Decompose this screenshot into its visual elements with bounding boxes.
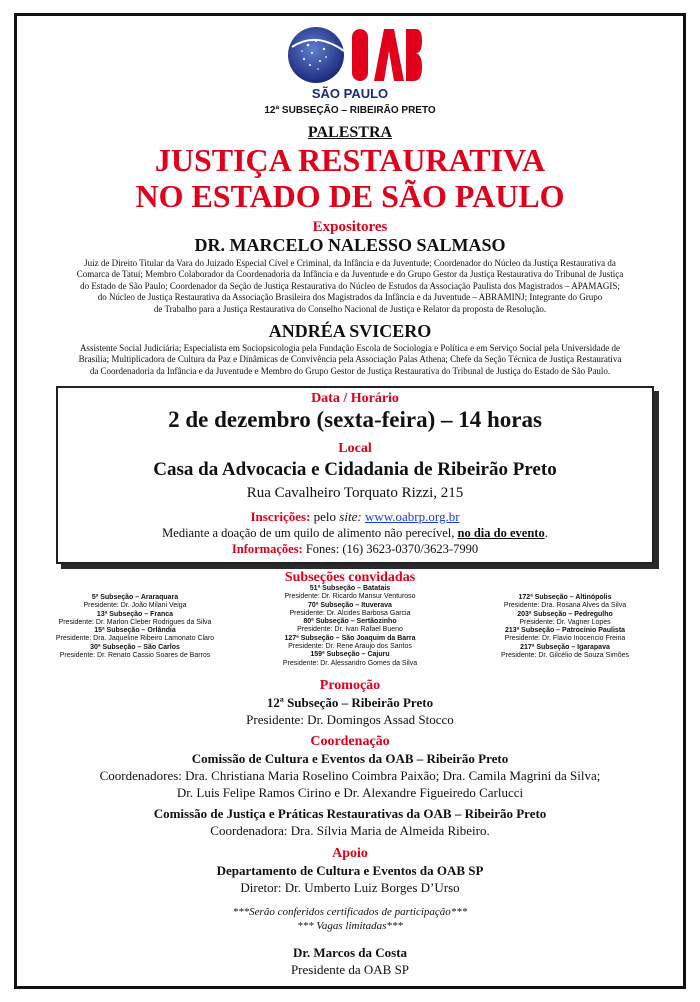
speaker1-bio-line: do Núcleo de Justiça Restaurativa da Associação Brasileira dos Magistrados da Infância e da Juventude – ABRAMINJ; Integrante do Grupo: [97, 292, 603, 303]
subsecao-name: 70ª Subseção – Ituverava: [308, 601, 392, 609]
date-value: 2 de dezembro (sexta-feira) – 14 horas: [168, 407, 542, 432]
speaker1-bio-line: Juiz de Direito Titular da Vara do Juizado Especial Cível e Criminal, da Infância e da Juventude; Coordenador do Núcleo da Justiça Restaurativa da: [84, 258, 616, 268]
logo-state-label: SÃO PAULO: [311, 86, 389, 101]
coordenacao-coord1-line2: Dr. Luis Felipe Ramos Cirino e Dr. Alexandre Figueiredo Carlucci: [176, 785, 524, 800]
subsecao-name: 213ª Subseção – Patrocínio Paulista: [504, 627, 626, 635]
subsecao-president: Presidente: Dr. Alessandro Gomes da Silva: [282, 659, 418, 667]
subsecao-president: Presidente: Dr. Renato Cassio Soares de Barros: [59, 652, 211, 660]
subsecao-president: Presidente: Dr. João Milani Veiga: [83, 602, 187, 610]
subsecoes-right-column: [470, 594, 660, 660]
subsecao-president: Presidente: Dra. Rosana Alves da Silva: [503, 602, 627, 610]
subsecao-president: Presidente: Dr. Rene Araujo dos Santos: [288, 643, 412, 651]
coordenacao-coord2: Coordenadora: Dra. Sílvia Maria de Almeida Ribeiro.: [210, 823, 490, 838]
subsecao-header: 12ª SUBSEÇÃO – RIBEIRÃO PRETO: [264, 105, 436, 116]
president-name: Dr. Marcos da Costa: [292, 945, 408, 960]
subsecoes-label: Subseções convidadas: [284, 570, 416, 585]
speaker1-bio-line: Comarca de Tatuí; Membro Colaborador da Coordenadoria da Infância e da Juventude e do Grupo Gestor da Justiça Restaurativa do Tribunal de Justiça: [76, 269, 624, 280]
subsecao-president: Presidente: Dr. Alcides Barbosa Garcia: [289, 609, 411, 617]
subsecao-name: 127ª Subseção – São Joaquim da Barra: [284, 634, 416, 642]
palestra-label: PALESTRA: [307, 124, 393, 141]
donation-line: [58, 526, 652, 541]
speaker1-bio: [30, 258, 670, 315]
donation-end: .: [544, 526, 548, 540]
subsecao-name: 13ª Subseção – Franca: [96, 610, 174, 618]
president-title: Presidente da OAB SP: [290, 962, 410, 977]
info-label: Informações:: [231, 542, 303, 556]
title-line1: JUSTIÇA RESTAURATIVA: [154, 142, 546, 178]
apoio-label: Apoio: [332, 846, 368, 861]
subsecao-president: Presidente: Dra. Jaqueline Ribeiro Lamonato Claro: [55, 635, 215, 643]
apoio-org: Departamento de Cultura e Eventos da OAB SP: [216, 863, 484, 878]
promocao-label: Promoção: [319, 678, 381, 693]
subsecoes-left-column: [40, 594, 230, 660]
subsecao-name: 15ª Subseção – Orlândia: [94, 627, 176, 635]
note-certificates: ***Serão conferidos certificados de participação***: [232, 906, 468, 918]
inscricoes-site-word: site:: [339, 509, 362, 524]
subsecao-name: 30ª Subseção – São Carlos: [90, 643, 180, 651]
date-label: Data / Horário: [311, 391, 399, 406]
inscricoes-pre: pelo: [310, 509, 340, 524]
info-phones: Fones: (16) 3623-0370/3623-7990: [302, 542, 479, 556]
info-line: [58, 542, 652, 557]
coordenacao-org2: Comissão de Justiça e Práticas Restaurativas da OAB – Ribeirão Preto: [153, 806, 547, 821]
subsecao-president: Presidente: Dr. Flavio Inocencio Freiria: [504, 635, 626, 643]
inscricoes-line: [58, 509, 652, 525]
speaker1-bio-line: de Trabalho para a Justiça Restaurativa do Conselho Nacional de Justiça e Relator da proposta de Resolução.: [153, 303, 547, 314]
speaker2-bio-line: Brasília; Multiplicadora de Cultura da Paz e Dinâmicas de Convivência pela Associação Palas Athena; Chefe da Seção Técnica de Justiça Restaurativa: [78, 354, 622, 365]
subsecao-name: 203ª Subseção – Pedregulho: [517, 610, 613, 618]
subsecao-president: Presidente: Dr. Ricardo Mansur Venturoso: [284, 593, 416, 601]
speaker2-bio-line: Assistente Social Judiciária; Especialista em Sociopsicologia pela Fundação Escola de Sociologia e Política e em Serviço Social pela Universidade de: [79, 343, 621, 353]
inscricoes-link[interactable]: www.oabrp.org.br: [364, 509, 460, 524]
subsecao-name: 51ª Subseção – Batatais: [309, 585, 391, 592]
promocao-president: Presidente: Dr. Domingos Assad Stocco: [246, 712, 454, 727]
donation-text: Mediante a doação de um quilo de alimento não perecível,: [162, 526, 458, 540]
speaker2-bio-line: da Coordenadoria da Infância e da Juventude e Membro do Grupo Gestor de Justiça Restaurativa do Tribunal de Justiça do Estado de São Paulo.: [89, 365, 611, 376]
coordenacao-coord1-line1: Coordenadores: Dra. Christiana Maria Roselino Coimbra Paixão; Dra. Camila Magrini da Silva;: [99, 768, 601, 783]
inscricoes-label: Inscrições:: [250, 509, 311, 524]
local-label: Local: [338, 441, 372, 456]
venue-name: Casa da Advocacia e Cidadania de Ribeirão Preto: [153, 459, 557, 480]
expositores-label: Expositores: [312, 219, 388, 235]
subsecao-name: 172ª Subseção – Altinópolis: [518, 594, 612, 601]
subsecao-president: Presidente: Dr. Gilcélio de Souza Simões: [500, 652, 629, 660]
subsecao-name: 80ª Subseção – Sertãozinho: [303, 618, 397, 626]
speaker2-name: ANDRÉA SVICERO: [268, 321, 432, 341]
event-info-box: [56, 386, 654, 564]
speaker1-bio-line: do Estado de São Paulo; Coordenador da Seção de Justiça Restaurativa do Núcleo de Estudos da Associação Paulista dos Magistrados – APAMAGIS;: [80, 280, 620, 291]
apoio-director: Diretor: Dr. Umberto Luiz Borges D’Urso: [240, 880, 460, 895]
subsecao-president: Presidente: Dr. Vagner Lopes: [519, 618, 611, 626]
subsecao-name: 217ª Subseção – Igarapava: [520, 643, 610, 651]
donation-emphasis: no dia do evento: [457, 526, 545, 540]
subsecao-name: 159ª Subseção – Cajuru: [310, 651, 390, 659]
coordenacao-org1: Comissão de Cultura e Eventos da OAB – Ribeirão Preto: [191, 751, 509, 766]
speaker1-name: DR. MARCELO NALESSO SALMASO: [194, 235, 506, 255]
subsecao-president: Presidente: Dr. Marlon Cleber Rodrigues da Silva: [58, 618, 212, 626]
title-line2: NO ESTADO DE SÃO PAULO: [135, 178, 565, 214]
subsecao-president: Presidente: Dr. Ivan Rafael Bueno: [297, 626, 403, 634]
note-vagas: *** Vagas limitadas***: [297, 920, 403, 932]
venue-address: Rua Cavalheiro Torquato Rizzi, 215: [246, 485, 464, 501]
subsecao-name: 5ª Subseção – Araraquara: [91, 594, 179, 601]
subsecoes-center-column: [255, 585, 445, 668]
coordenacao-label: Coordenação: [310, 734, 390, 749]
speaker2-bio: [30, 343, 670, 377]
promocao-org: 12ª Subseção – Ribeirão Preto: [266, 695, 434, 710]
